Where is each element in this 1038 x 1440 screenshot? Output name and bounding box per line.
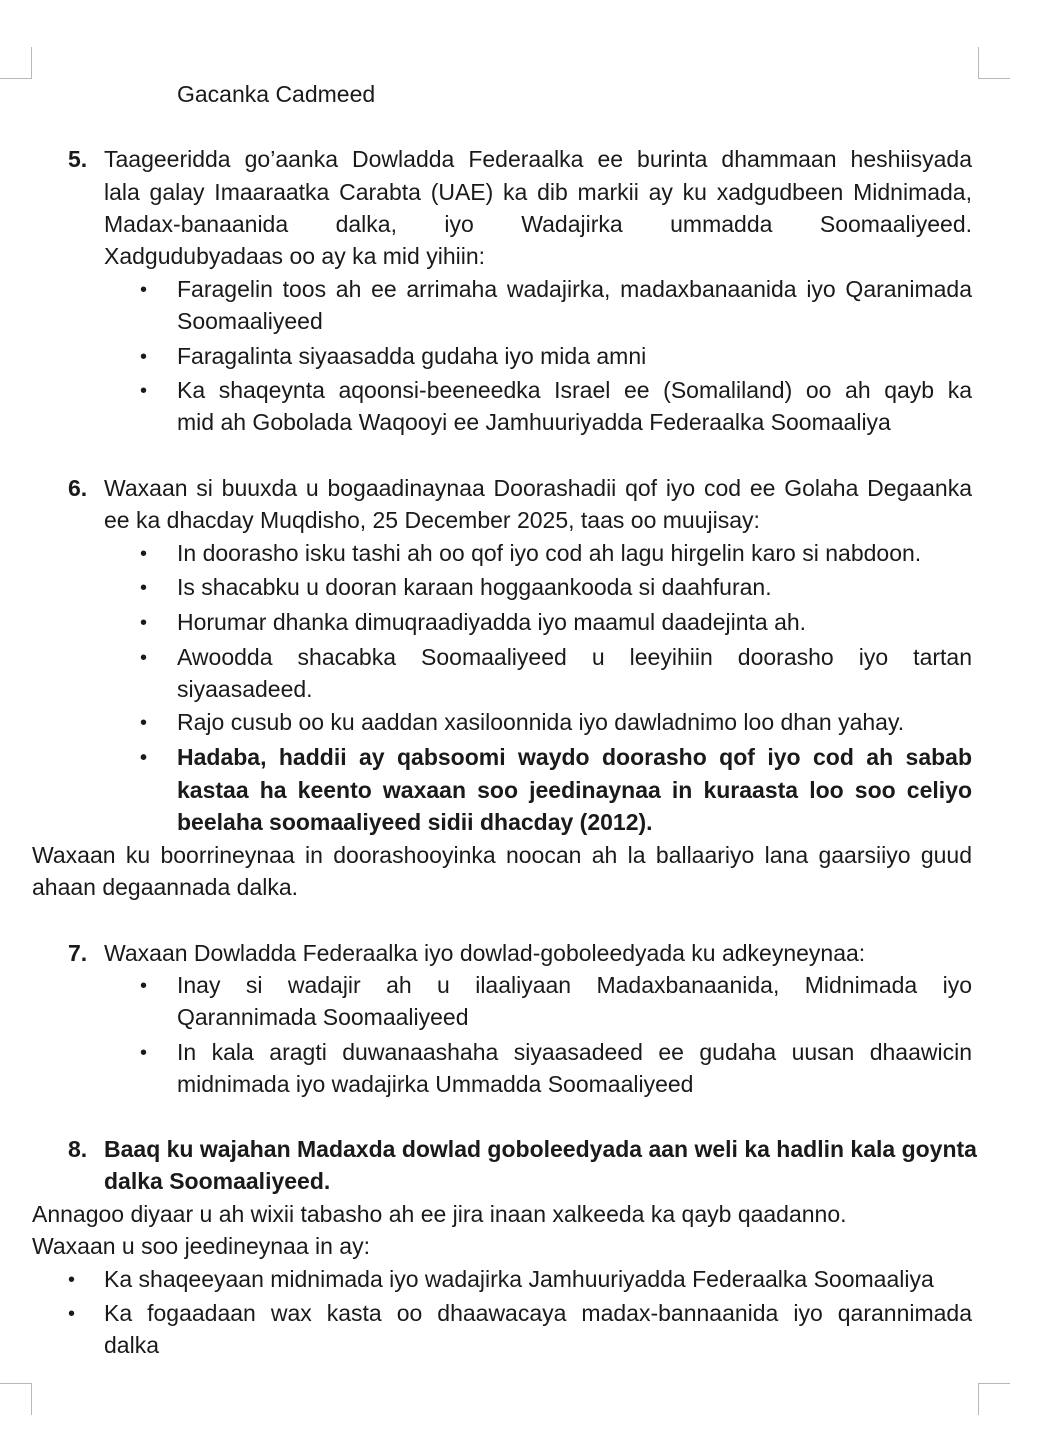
- bullet-text-line: Ka shaqeeyaan midnimada iyo wadajirka Jamhuuriyadda Federaalka Soomaaliya: [104, 1266, 934, 1292]
- page-corner-mark-top-left: [0, 47, 32, 79]
- item-text-line: Waxaan Dowladda Federaalka iyo dowlad-goboleedyada ku adkeyneynaa:: [104, 940, 866, 966]
- bullet-text-line: kastaa ha keento waxaan soo jeedinaynaa in kuraasta loo soo celiyo: [177, 777, 972, 803]
- bullet-text-line: Qarannimada Soomaaliyeed: [177, 1004, 469, 1030]
- paragraph-line: Waxaan u soo jeedineynaa in ay:: [32, 1233, 370, 1259]
- item-text-line: Xadgudubyadaas oo ay ka mid yihiin:: [104, 243, 486, 269]
- bullet-icon: •: [140, 747, 148, 769]
- paragraph-line: Annagoo diyaar u ah wixii tabasho ah ee jira inaan xalkeeda ka qayb qaadanno.: [32, 1201, 847, 1227]
- item-text-line: Baaq ku wajahan Madaxda dowlad goboleedyada aan weli ka hadlin kala goynta: [104, 1136, 977, 1162]
- page-corner-mark-bottom-left: [0, 1383, 32, 1415]
- bullet-text-line: Ka fogaadaan wax kasta oo dhaawacaya madax-bannaanida iyo qarannimada: [104, 1300, 972, 1326]
- item-text-line: Madax-banaanida dalka, iyo Wadajirka ummadda Soomaaliyeed.: [104, 211, 972, 237]
- bullet-text-line: midnimada iyo wadajirka Ummadda Soomaaliyeed: [177, 1071, 694, 1097]
- paragraph-line: Waxaan ku boorrineynaa in doorashooyinka noocan ah la ballaariyo lana gaarsiiyo guud: [32, 842, 972, 868]
- bullet-icon: •: [140, 612, 148, 634]
- item-text-line: lala galay Imaaraatka Carabta (UAE) ka dib markii ay ku xadgudbeen Midnimada,: [104, 179, 972, 205]
- bullet-icon: •: [140, 712, 148, 734]
- bullet-text-line: Faragalinta siyaasadda gudaha iyo mida amni: [177, 343, 647, 369]
- bullet-text-line: In doorasho isku tashi ah oo qof iyo cod ah lagu hirgelin karo si nabdoon.: [177, 540, 922, 566]
- bullet-text-line: Hadaba, haddii ay qabsoomi waydo doorasho qof iyo cod ah sabab: [177, 744, 972, 770]
- bullet-text-line: Inay si wadajir ah u ilaaliyaan Madaxbanaanida, Midnimada iyo: [177, 972, 972, 998]
- item-number: 6.: [68, 475, 88, 501]
- bullet-icon: •: [140, 577, 148, 599]
- bullet-icon: •: [140, 279, 148, 301]
- item-number: 5.: [68, 146, 88, 172]
- bullet-text-line: mid ah Gobolada Waqooyi ee Jamhuuriyadda Federaalka Soomaaliya: [177, 409, 891, 435]
- page-corner-mark-bottom-right: [978, 1383, 1010, 1415]
- item-text-line: Waxaan si buuxda u bogaadinaynaa Doorashadii qof iyo cod ee Golaha Degaanka: [104, 475, 972, 501]
- page-corner-mark-top-right: [978, 47, 1010, 79]
- bullet-text-line: In kala aragti duwanaashaha siyaasadeed ee gudaha uusan dhaawicin: [177, 1039, 972, 1065]
- item-text-line: ee ka dhacday Muqdisho, 25 December 2025, taas oo muujisay:: [104, 507, 760, 533]
- continuation-text: Gacanka Cadmeed: [177, 81, 376, 107]
- bullet-text-line: dalka: [104, 1332, 159, 1358]
- item-number: 8.: [68, 1136, 88, 1162]
- bullet-icon: •: [140, 346, 148, 368]
- bullet-text-line: Faragelin toos ah ee arrimaha wadajirka, madaxbanaanida iyo Qaranimada: [177, 276, 972, 302]
- bullet-icon: •: [140, 1042, 148, 1064]
- bullet-icon: •: [68, 1269, 76, 1291]
- paragraph-line: ahaan degaannada dalka.: [32, 874, 299, 900]
- bullet-icon: •: [140, 543, 148, 565]
- bullet-text-line: Is shacabku u dooran karaan hoggaankooda si daahfuran.: [177, 574, 772, 600]
- bullet-text-line: Horumar dhanka dimuqraadiyadda iyo maamul daadejinta ah.: [177, 609, 807, 635]
- bullet-text-line: Soomaaliyeed: [177, 308, 323, 334]
- bullet-icon: •: [140, 380, 148, 402]
- bullet-text-line: siyaasadeed.: [177, 676, 313, 702]
- bullet-icon: •: [140, 647, 148, 669]
- bullet-icon: •: [68, 1303, 76, 1325]
- bullet-icon: •: [140, 975, 148, 997]
- item-text-line: dalka Soomaaliyeed.: [104, 1168, 331, 1194]
- item-text-line: Taageeridda go’aanka Dowladda Federaalka ee burinta dhammaan heshiisyada: [104, 146, 972, 172]
- bullet-text-line: Rajo cusub oo ku aaddan xasiloonnida iyo dawladnimo loo dhan yahay.: [177, 709, 905, 735]
- bullet-text-line: Awoodda shacabka Soomaaliyeed u leeyihiin doorasho iyo tartan: [177, 644, 972, 670]
- bullet-text-line: beelaha soomaaliyeed sidii dhacday (2012).: [177, 809, 653, 835]
- bullet-text-line: Ka shaqeynta aqoonsi-beeneedka Israel ee (Somaliland) oo ah qayb ka: [177, 377, 972, 403]
- item-number: 7.: [68, 940, 88, 966]
